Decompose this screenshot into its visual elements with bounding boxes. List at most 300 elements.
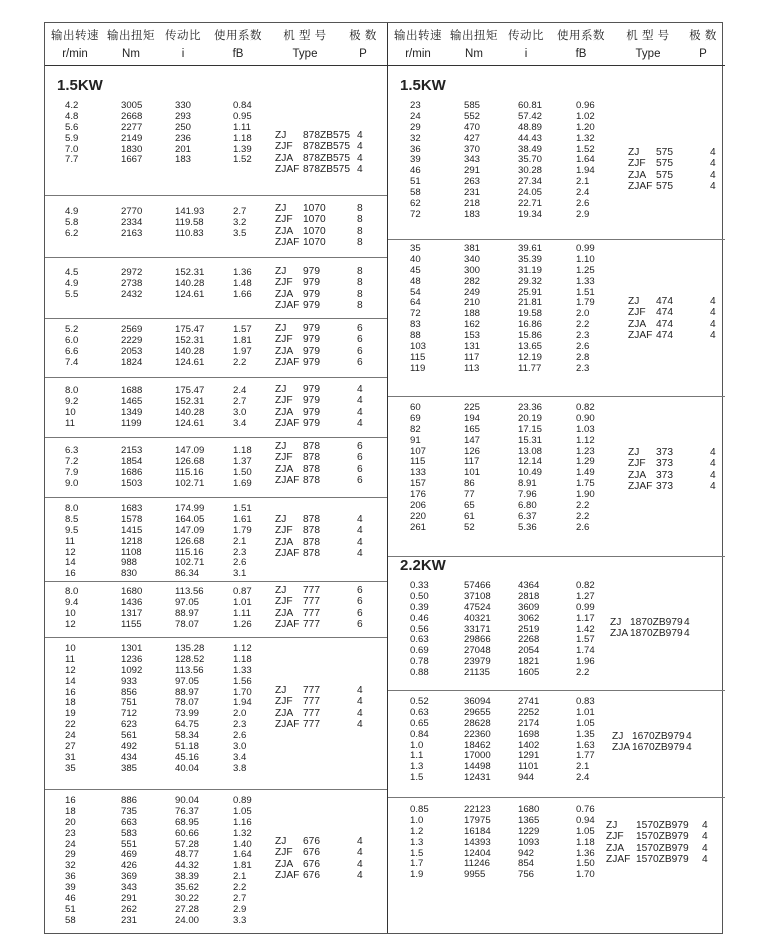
torque-cell: 3005	[121, 100, 143, 111]
torque-cell: 343	[121, 882, 138, 894]
service-factor-cell: 1.70	[576, 869, 595, 881]
pole-count: 6	[357, 475, 363, 487]
pole-count: 4	[710, 169, 716, 181]
model-prefix: ZJ	[275, 384, 287, 395]
speed-cell: 29	[410, 121, 421, 133]
model-prefix: ZJ	[275, 266, 287, 277]
service-factor-cell: 0.84	[233, 100, 252, 111]
speed-cell: 1.9	[410, 869, 424, 881]
pole-count: 4	[710, 330, 716, 342]
speed-cell: 7.7	[65, 154, 79, 166]
pole-count: 8	[357, 225, 363, 237]
unit-poles: P	[699, 48, 707, 60]
ratio-cell: 57.28	[175, 838, 200, 850]
service-factor-cell: 1.05	[576, 717, 595, 729]
model-code: 474	[656, 318, 673, 330]
torque-cell: 2972	[121, 267, 143, 278]
pole-count: 4	[357, 536, 363, 548]
torque-cell: 77	[464, 489, 475, 501]
ratio-cell: 73.99	[175, 708, 200, 720]
ratio-cell: 90.04	[175, 795, 200, 806]
model-code: 878	[303, 536, 320, 548]
spec-group	[45, 99, 387, 195]
model-prefix: ZJ	[275, 441, 287, 452]
service-factor-cell: 2.8	[576, 351, 590, 363]
pole-count: 4	[710, 458, 716, 470]
ratio-cell: 2519	[518, 623, 540, 635]
model-code: 979	[303, 395, 320, 407]
torque-cell: 1683	[121, 503, 143, 514]
ratio-cell: 27.34	[518, 176, 543, 188]
speed-cell: 4.8	[65, 110, 79, 122]
spec-group	[45, 257, 387, 319]
service-factor-cell: 2.4	[233, 385, 247, 396]
spec-group	[45, 789, 387, 936]
header-poles: 极 数	[689, 30, 717, 42]
ratio-cell: 164.05	[175, 513, 205, 525]
service-factor-cell: 1.74	[576, 645, 595, 657]
service-factor-cell: 2.1	[576, 176, 590, 188]
torque-cell: 147	[464, 434, 481, 446]
model-prefix: ZJAF	[628, 330, 653, 342]
speed-cell: 18	[65, 697, 76, 709]
model-code: 777	[303, 696, 320, 708]
speed-cell: 1.3	[410, 761, 424, 773]
service-factor-cell: 1.26	[233, 618, 252, 630]
service-factor-cell: 2.6	[233, 557, 247, 569]
unit-ratio: i	[181, 48, 185, 60]
torque-cell: 117	[464, 456, 480, 468]
speed-cell: 46	[65, 893, 76, 905]
service-factor-cell: 1.70	[233, 686, 252, 698]
speed-cell: 19	[65, 708, 76, 720]
speed-cell: 1.5	[410, 847, 424, 859]
model-prefix: ZJF	[275, 214, 293, 226]
ratio-cell: 20.19	[518, 412, 543, 424]
ratio-cell: 2174	[518, 717, 540, 729]
speed-cell: 16	[65, 568, 76, 580]
torque-cell: 262	[121, 903, 138, 915]
speed-cell: 29	[65, 849, 76, 861]
spec-group	[388, 797, 725, 936]
ratio-cell: 40.04	[175, 762, 200, 774]
speed-cell: 22	[65, 719, 76, 731]
ratio-cell: 147.09	[175, 524, 205, 536]
ratio-cell: 24.00	[175, 914, 200, 926]
service-factor-cell: 1.17	[576, 612, 595, 624]
speed-cell: 1.1	[410, 750, 424, 762]
torque-cell: 1578	[121, 513, 143, 525]
speed-cell: 220	[410, 510, 427, 522]
speed-cell: 5.2	[65, 324, 79, 335]
torque-cell: 27048	[464, 645, 491, 657]
reducer-spec-table	[44, 22, 723, 934]
service-factor-cell: 0.89	[233, 795, 252, 806]
service-factor-cell: 0.76	[576, 804, 595, 815]
model-prefix: ZJF	[275, 141, 293, 153]
spec-group	[45, 377, 387, 438]
unit-torque: Nm	[122, 48, 140, 60]
model-code: 777	[303, 619, 320, 631]
torque-cell: 1349	[121, 406, 143, 418]
service-factor-cell: 2.6	[576, 521, 590, 533]
ratio-cell: 97.05	[175, 675, 200, 687]
model-prefix: ZJ	[628, 296, 640, 307]
speed-cell: 1.0	[410, 814, 424, 826]
ratio-cell: 45.16	[175, 751, 200, 763]
torque-cell: 14498	[464, 761, 491, 773]
speed-cell: 16	[65, 686, 76, 698]
torque-cell: 1667	[121, 154, 143, 166]
torque-cell: 492	[121, 741, 138, 753]
model-prefix: ZJA	[606, 842, 625, 854]
torque-cell: 2053	[121, 345, 143, 357]
ratio-cell: 124.61	[175, 356, 205, 368]
pole-count: 6	[357, 345, 363, 357]
model-code: 474	[656, 296, 673, 307]
speed-cell: 36	[410, 143, 421, 155]
ratio-cell: 128.52	[175, 653, 205, 665]
service-factor-cell: 0.95	[233, 110, 252, 122]
ratio-cell: 76.37	[175, 805, 200, 817]
model-prefix: ZJAF	[275, 357, 300, 369]
ratio-cell: 1101	[518, 761, 539, 773]
model-prefix: ZJAF	[275, 164, 300, 176]
model-code: 1670ZB979	[632, 731, 685, 742]
ratio-cell: 86.34	[175, 568, 200, 580]
ratio-cell: 113.56	[175, 586, 204, 597]
speed-cell: 20	[65, 816, 76, 828]
model-code: 373	[656, 481, 673, 493]
service-factor-cell: 1.79	[576, 297, 595, 309]
ratio-cell: 12.19	[518, 351, 543, 363]
torque-cell: 9955	[464, 869, 486, 881]
model-prefix: ZJF	[606, 831, 624, 843]
speed-cell: 4.9	[65, 206, 79, 217]
service-factor-cell: 2.1	[233, 535, 247, 547]
model-prefix: ZJ	[628, 147, 640, 158]
model-code: 1070	[303, 203, 326, 214]
ratio-cell: 4364	[518, 580, 540, 591]
service-factor-cell: 1.49	[576, 467, 595, 479]
ratio-cell: 1291	[518, 750, 540, 762]
pole-count: 4	[686, 742, 692, 754]
service-factor-cell: 2.2	[576, 667, 590, 679]
model-prefix: ZJA	[275, 152, 294, 164]
model-code: 1070	[303, 225, 326, 237]
torque-cell: 561	[121, 730, 138, 742]
service-factor-cell: 1.52	[576, 143, 595, 155]
torque-cell: 933	[121, 675, 138, 687]
pole-count: 4	[710, 447, 716, 458]
speed-cell: 115	[410, 456, 426, 468]
ratio-cell: 2252	[518, 706, 540, 718]
service-factor-cell: 1.33	[576, 275, 595, 287]
speed-cell: 0.85	[410, 804, 429, 815]
torque-cell: 22123	[464, 804, 491, 815]
speed-cell: 72	[410, 308, 421, 320]
service-factor-cell: 1.18	[233, 445, 252, 456]
ratio-cell: 250	[175, 121, 192, 133]
speed-cell: 0.52	[410, 696, 429, 707]
speed-cell: 4.2	[65, 100, 79, 111]
speed-cell: 6.2	[65, 227, 79, 239]
ratio-cell: 78.07	[175, 697, 200, 709]
ratio-cell: 22.71	[518, 198, 543, 210]
ratio-cell: 48.89	[518, 121, 543, 133]
torque-cell: 291	[464, 165, 481, 177]
speed-cell: 5.9	[65, 132, 79, 144]
ratio-cell: 8.91	[518, 478, 537, 490]
service-factor-cell: 2.1	[576, 761, 590, 773]
service-factor-cell: 1.11	[233, 121, 251, 133]
model-prefix: ZJ	[275, 685, 287, 696]
torque-cell: 29866	[464, 634, 491, 646]
ratio-cell: 25.91	[518, 286, 543, 298]
torque-cell: 623	[121, 719, 138, 731]
speed-cell: 1.5	[410, 772, 424, 784]
model-code: 878ZB575	[303, 164, 351, 176]
torque-cell: 40321	[464, 612, 491, 624]
service-factor-cell: 1.42	[576, 623, 595, 635]
speed-cell: 10	[65, 406, 76, 418]
speed-cell: 58	[65, 914, 76, 926]
ratio-cell: 23.36	[518, 402, 543, 413]
torque-cell: 1824	[121, 356, 143, 368]
speed-cell: 32	[65, 860, 76, 872]
pole-count: 8	[357, 203, 363, 214]
service-factor-cell: 2.3	[233, 546, 247, 558]
speed-cell: 0.65	[410, 717, 429, 729]
ratio-cell: 3062	[518, 612, 540, 624]
service-factor-cell: 3.8	[233, 762, 247, 774]
torque-cell: 470	[464, 121, 481, 133]
torque-cell: 17000	[464, 750, 491, 762]
speed-cell: 64	[410, 297, 421, 309]
service-factor-cell: 1.66	[233, 288, 252, 300]
ratio-cell: 3609	[518, 601, 540, 613]
spec-group	[388, 556, 725, 691]
speed-cell: 46	[410, 165, 421, 177]
torque-cell: 33171	[464, 623, 491, 635]
speed-cell: 0.88	[410, 667, 429, 679]
model-code: 777	[303, 596, 320, 608]
model-code: 878	[303, 463, 320, 475]
pole-count: 6	[357, 607, 363, 619]
service-factor-cell: 1.81	[233, 334, 252, 346]
speed-cell: 0.69	[410, 645, 429, 657]
speed-cell: 7.4	[65, 356, 79, 368]
service-factor-cell: 1.51	[233, 503, 252, 514]
ratio-cell: 2741	[518, 696, 540, 707]
speed-cell: 0.78	[410, 656, 429, 668]
service-factor-cell: 1.33	[233, 664, 252, 676]
ratio-cell: 140.28	[175, 277, 205, 289]
service-factor-cell: 2.7	[233, 206, 247, 217]
model-code: 676	[303, 870, 320, 882]
speed-cell: 12	[65, 664, 76, 676]
speed-cell: 107	[410, 445, 427, 457]
model-prefix: ZJA	[275, 858, 294, 870]
service-factor-cell: 1.64	[233, 849, 252, 861]
torque-cell: 18462	[464, 739, 491, 751]
ratio-cell: 11.77	[518, 362, 542, 374]
torque-cell: 1317	[121, 607, 143, 619]
model-code: 676	[303, 858, 320, 870]
header-row-left	[45, 23, 387, 66]
model-prefix: ZJA	[612, 742, 631, 754]
ratio-cell: 24.05	[518, 187, 543, 199]
service-factor-cell: 1.18	[576, 836, 595, 848]
speed-cell: 1.0	[410, 739, 424, 751]
service-factor-cell: 1.90	[576, 489, 595, 501]
service-factor-cell: 2.6	[233, 730, 247, 742]
speed-cell: 4.5	[65, 267, 79, 278]
model-prefix: ZJA	[275, 536, 294, 548]
torque-cell: 1108	[121, 546, 142, 558]
speed-cell: 6.6	[65, 345, 79, 357]
header-torque: 输出扭矩	[450, 30, 498, 42]
torque-cell: 1236	[121, 653, 143, 665]
pole-count: 6	[357, 596, 363, 608]
torque-cell: 385	[121, 762, 138, 774]
service-factor-cell: 2.7	[233, 893, 247, 905]
torque-cell: 57466	[464, 580, 491, 591]
torque-cell: 2334	[121, 216, 143, 228]
speed-cell: 91	[410, 434, 421, 446]
model-prefix: ZJA	[610, 628, 629, 640]
speed-cell: 7.9	[65, 466, 79, 478]
service-factor-cell: 1.79	[233, 524, 252, 536]
torque-cell: 552	[464, 110, 481, 122]
model-code: 979	[303, 384, 320, 395]
speed-cell: 8.0	[65, 586, 79, 597]
ratio-cell: 88.97	[175, 607, 200, 619]
service-factor-cell: 1.20	[576, 121, 595, 133]
service-factor-cell: 1.32	[233, 827, 252, 839]
ratio-cell: 64.75	[175, 719, 200, 731]
model-prefix: ZJF	[628, 158, 646, 170]
model-code: 777	[303, 607, 320, 619]
service-factor-cell: 2.3	[233, 719, 247, 731]
pole-count: 4	[357, 836, 363, 847]
torque-cell: 23979	[464, 656, 491, 668]
pole-count: 4	[684, 628, 690, 640]
service-factor-cell: 2.2	[576, 510, 590, 522]
ratio-cell: 1402	[518, 739, 540, 751]
pole-count: 8	[357, 237, 363, 249]
ratio-cell: 15.86	[518, 330, 543, 342]
service-factor-cell: 1.16	[233, 816, 252, 828]
service-factor-cell: 2.2	[233, 882, 247, 894]
torque-cell: 22360	[464, 728, 491, 740]
ratio-cell: 174.99	[175, 503, 205, 514]
model-code: 878ZB575	[303, 130, 351, 141]
model-prefix: ZJA	[275, 225, 294, 237]
speed-cell: 24	[410, 110, 421, 122]
service-factor-cell: 1.69	[233, 477, 252, 489]
pole-count: 4	[357, 525, 363, 537]
torque-cell: 86	[464, 478, 475, 490]
model-code: 1870ZB979	[630, 617, 683, 628]
speed-cell: 6.3	[65, 445, 79, 456]
service-factor-cell: 1.01	[233, 596, 252, 608]
service-factor-cell: 2.9	[576, 208, 590, 220]
torque-cell: 1199	[121, 417, 142, 429]
header-ratio: 传动比	[508, 30, 544, 42]
ratio-cell: 293	[175, 110, 192, 122]
ratio-cell: 135.28	[175, 643, 205, 654]
pole-count: 4	[357, 870, 363, 882]
ratio-cell: 35.62	[175, 882, 200, 894]
ratio-cell: 152.31	[175, 395, 205, 407]
pole-count: 6	[357, 357, 363, 369]
torque-cell: 886	[121, 795, 138, 806]
speed-cell: 176	[410, 489, 427, 501]
service-factor-cell: 2.2	[576, 500, 590, 512]
torque-cell: 2149	[121, 132, 143, 144]
service-factor-cell: 2.7	[233, 395, 247, 407]
service-factor-cell: 2.0	[576, 308, 590, 320]
model-prefix: ZJA	[275, 607, 294, 619]
service-factor-cell: 1.50	[233, 466, 252, 478]
service-factor-cell: 1.56	[233, 675, 252, 687]
ratio-cell: 140.28	[175, 345, 205, 357]
torque-cell: 117	[464, 351, 480, 363]
service-factor-cell: 3.4	[233, 751, 247, 763]
service-factor-cell: 0.87	[233, 586, 252, 597]
speed-cell: 23	[65, 827, 76, 839]
torque-cell: 300	[464, 264, 481, 276]
torque-cell: 370	[464, 143, 481, 155]
speed-cell: 11	[65, 653, 75, 665]
model-code: 575	[656, 181, 673, 193]
ratio-cell: 31.19	[518, 264, 543, 276]
ratio-cell: 115.16	[175, 546, 204, 558]
ratio-cell: 38.39	[175, 871, 200, 883]
service-factor-cell: 1.50	[576, 858, 595, 870]
ratio-cell: 147.09	[175, 445, 205, 456]
speed-cell: 60	[410, 402, 421, 413]
service-factor-cell: 2.6	[576, 341, 590, 353]
service-factor-cell: 1.37	[233, 455, 252, 467]
service-factor-cell: 3.5	[233, 227, 247, 239]
ratio-cell: 30.22	[175, 893, 200, 905]
model-code: 373	[656, 458, 673, 470]
ratio-cell: 102.71	[175, 477, 205, 489]
ratio-cell: 35.70	[518, 154, 543, 166]
service-factor-cell: 2.2	[576, 319, 590, 331]
speed-cell: 115	[410, 351, 426, 363]
speed-cell: 14	[65, 675, 76, 687]
speed-cell: 40	[410, 253, 421, 265]
pole-count: 4	[710, 296, 716, 307]
torque-cell: 2229	[121, 334, 143, 346]
service-factor-cell: 2.2	[233, 356, 247, 368]
speed-cell: 5.6	[65, 121, 79, 133]
torque-cell: 1688	[121, 385, 143, 396]
torque-cell: 162	[464, 319, 481, 331]
torque-cell: 131	[464, 341, 481, 353]
service-factor-cell: 1.02	[576, 110, 595, 122]
ratio-cell: 175.47	[175, 324, 205, 335]
torque-cell: 735	[121, 805, 138, 817]
model-code: 979	[303, 418, 320, 430]
model-prefix: ZJF	[275, 847, 293, 859]
speed-cell: 6.0	[65, 334, 79, 346]
ratio-cell: 1229	[518, 825, 540, 837]
speed-cell: 103	[410, 341, 427, 353]
